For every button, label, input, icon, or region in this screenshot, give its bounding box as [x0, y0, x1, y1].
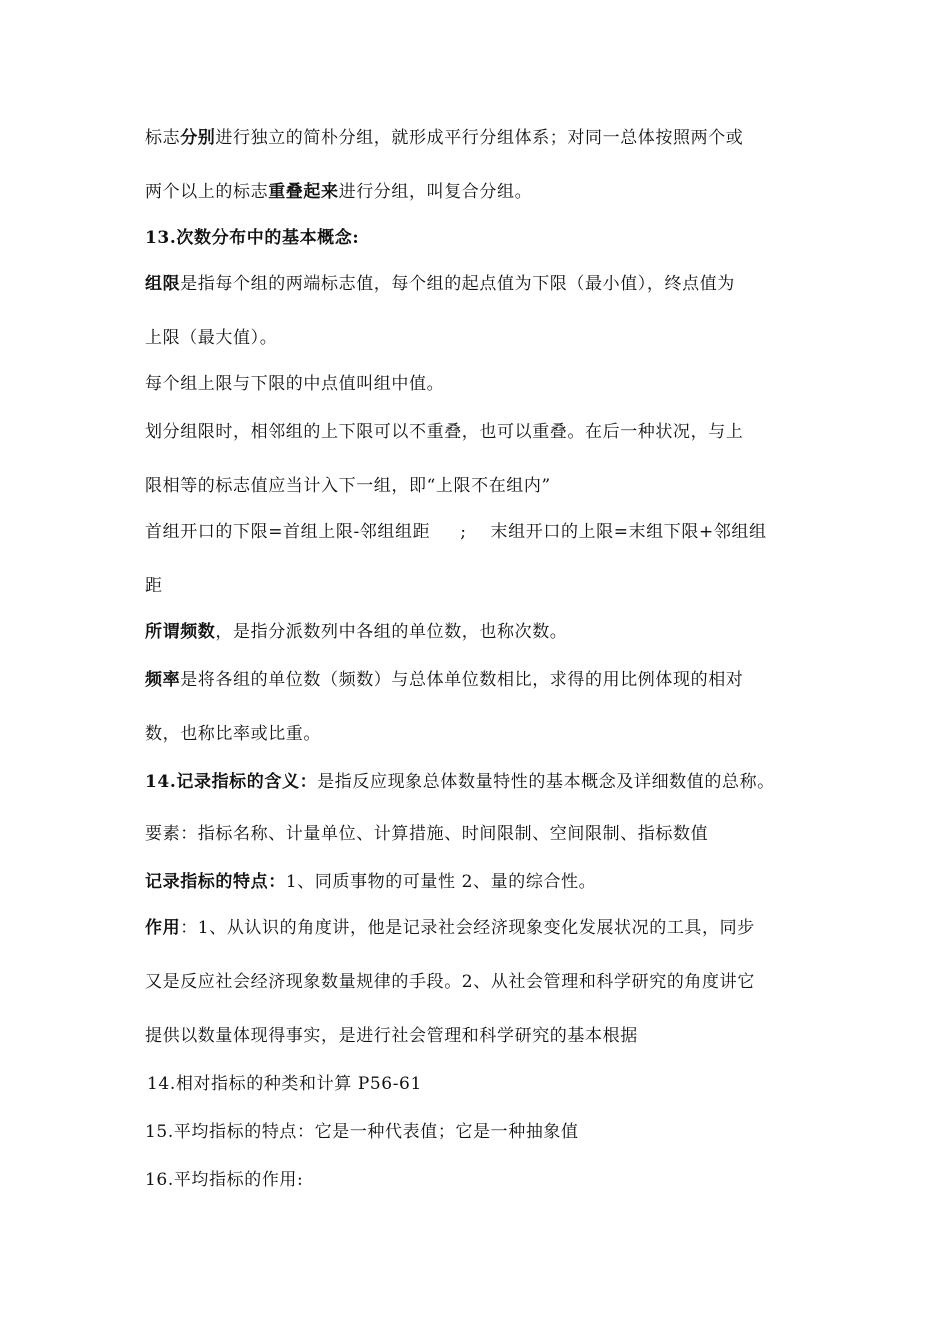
text: 又是反应社会经济现象数量规律的手段。2、从社会管理和科学研究的角度讲它 — [145, 972, 755, 992]
heading-text: 13.次数分布中的基本概念: — [145, 228, 360, 248]
bold-term: 14.记录指标的含义： — [145, 772, 318, 792]
text: 16.平均指标的作用: — [145, 1170, 304, 1190]
text: 14.相对指标的种类和计算 P56-61 — [147, 1074, 422, 1094]
paragraph-line-10 — [145, 574, 830, 598]
paragraph-line-17 — [145, 916, 830, 940]
text: 要素：指标名称、计量单位、计算措施、时间限制、空间限制、指标数值 — [145, 824, 709, 844]
paragraph-line-6 — [145, 372, 830, 396]
bold-term: 所谓频数 — [145, 622, 216, 642]
text: 进行分组，叫复合分组。 — [338, 182, 533, 202]
bold-term: 组限 — [145, 274, 181, 294]
list-item-15 — [145, 1120, 830, 1144]
text: 15.平均指标的特点：它是一种代表值；它是一种抽象值 — [145, 1122, 579, 1142]
paragraph-line-2 — [145, 180, 830, 204]
text: 提供以数量体现得事实，是进行社会管理和科学研究的基本根据 — [145, 1026, 638, 1046]
bold-term: 作用 — [145, 918, 181, 938]
section-heading-13 — [145, 226, 830, 250]
section-heading-14 — [145, 770, 830, 794]
paragraph-line-7 — [145, 420, 830, 444]
text: ：1、从认识的角度讲，他是记录社会经济现象变化发展状况的工具，同步 — [180, 918, 755, 938]
paragraph-line-5 — [145, 326, 830, 350]
bold-term: 记录指标的特点： — [145, 872, 286, 892]
paragraph-line-11 — [145, 620, 830, 644]
text: 1、同质事物的可量性 2、量的综合性。 — [285, 872, 597, 892]
text: 进行独立的简朴分组，就形成平行分组体系；对同一总体按照两个或 — [215, 128, 744, 148]
paragraph-line-4 — [145, 272, 830, 296]
paragraph-line-19 — [145, 1024, 830, 1048]
text: ，是指分派数列中各组的单位数，也称次数。 — [215, 622, 568, 642]
text: 是指反应现象总体数量特性的基本概念及详细数值的总称。 — [317, 772, 775, 792]
paragraph-line-16 — [145, 870, 830, 894]
list-item-14 — [147, 1072, 830, 1096]
text: 限相等的标志值应当计入下一组，即“上限不在组内” — [145, 476, 551, 496]
paragraph-line-1 — [145, 126, 830, 150]
bold-term: 重叠起来 — [268, 182, 339, 202]
paragraph-line-15 — [145, 822, 830, 846]
paragraph-line-18 — [145, 970, 830, 994]
text: 划分组限时，相邻组的上下限可以不重叠，也可以重叠。在后一种状况，与上 — [145, 422, 744, 442]
text: 两个以上的标志 — [145, 182, 269, 202]
text: 每个组上限与下限的中点值叫组中值。 — [145, 374, 445, 394]
text: 首组开口的下限=首组上限-邻组组距 ; 末组开口的上限=末组下限+邻组组 — [145, 522, 767, 542]
text: 上限（最大值）。 — [145, 328, 278, 348]
list-item-16 — [145, 1168, 830, 1192]
bold-term: 分别 — [180, 128, 216, 148]
text: 是将各组的单位数（频数）与总体单位数相比，求得的用比例体现的相对 — [180, 670, 744, 690]
paragraph-line-9 — [145, 520, 830, 544]
bold-term: 频率 — [145, 670, 181, 690]
text: 距 — [145, 576, 163, 596]
text: 是指每个组的两端标志值，每个组的起点值为下限（最小值），终点值为 — [180, 274, 735, 294]
paragraph-line-12 — [145, 668, 830, 692]
paragraph-line-8 — [145, 474, 830, 498]
text: 数，也称比率或比重。 — [145, 724, 321, 744]
paragraph-line-13 — [145, 722, 830, 746]
text: 标志 — [145, 128, 181, 148]
